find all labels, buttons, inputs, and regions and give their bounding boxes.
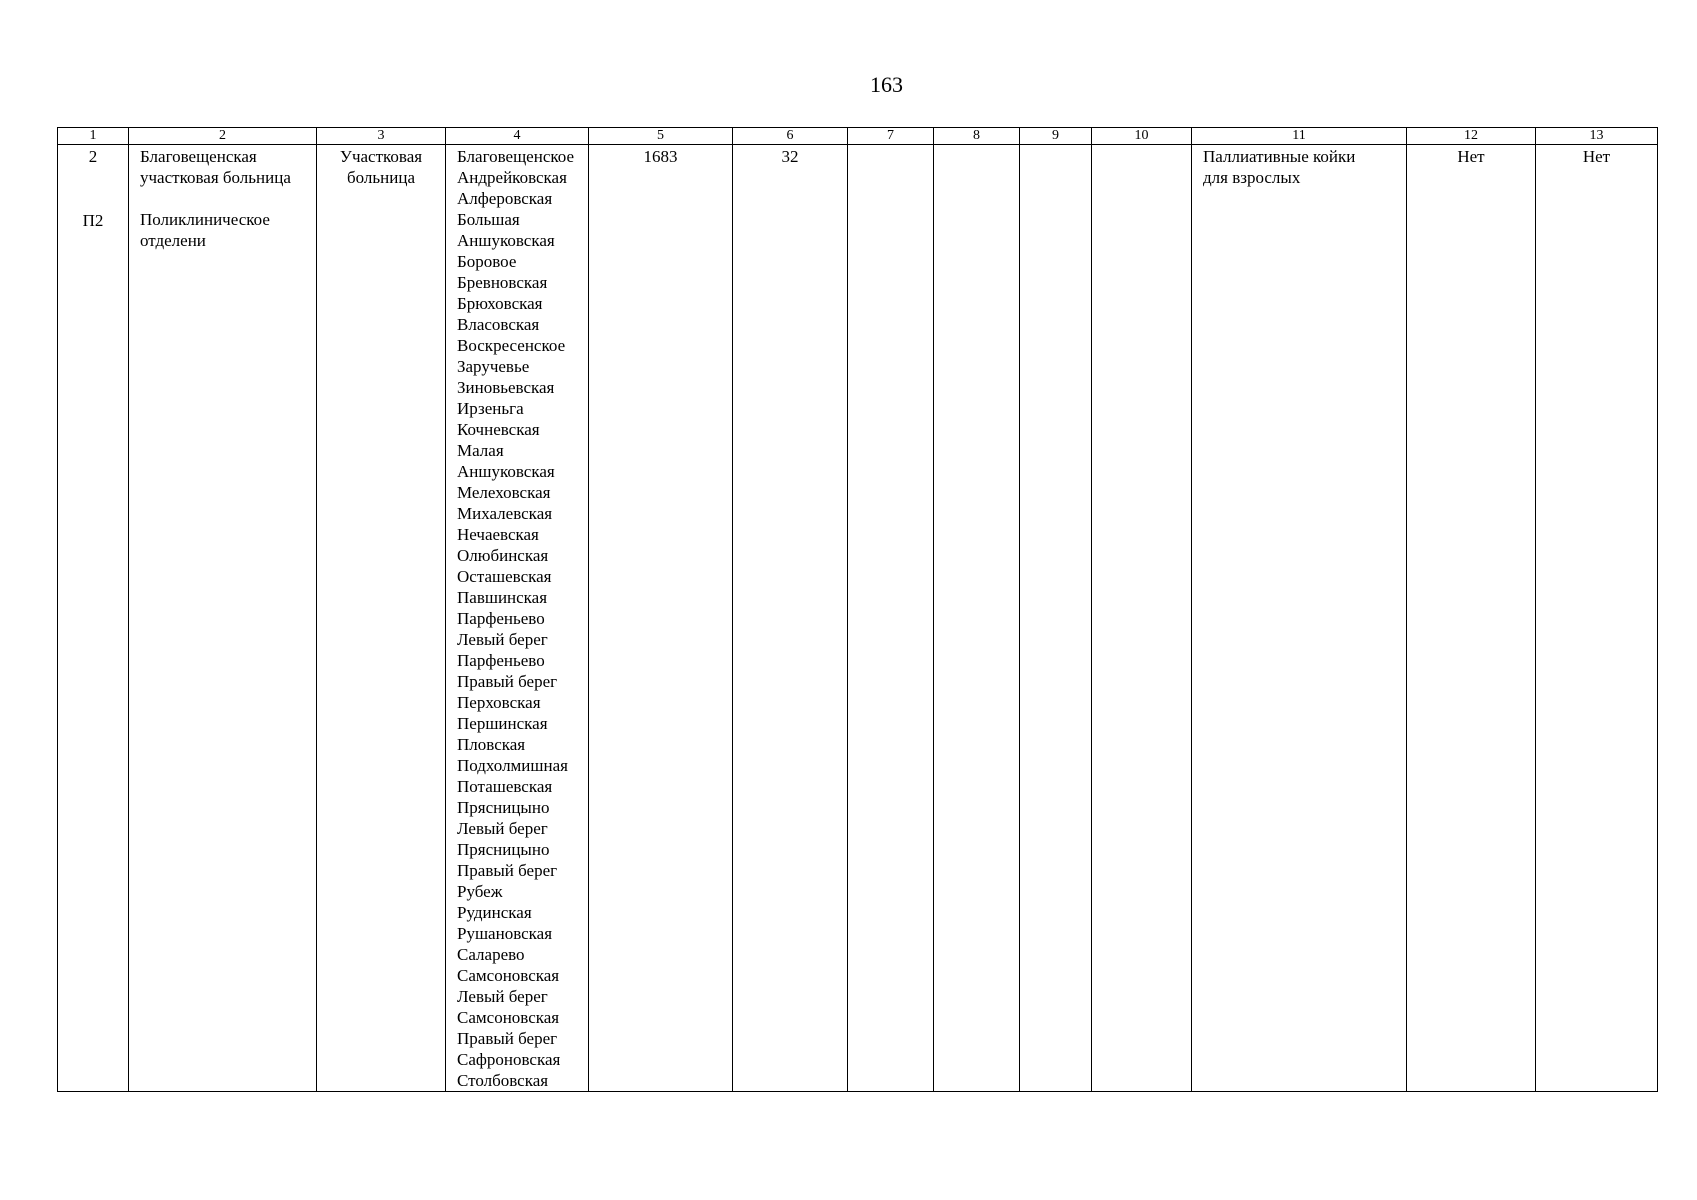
locality-item: Поташевская — [457, 777, 553, 796]
column-header: 11 — [1192, 128, 1407, 145]
value-col13: Нет — [1582, 147, 1611, 166]
table-row — [58, 145, 1658, 1092]
locality-item: Правый берег — [457, 861, 558, 880]
locality-item: Аншуковская — [457, 231, 555, 250]
locality-item: Боровое — [457, 252, 517, 271]
cell-col8 — [934, 145, 1020, 1092]
locality-item: Саларево — [457, 945, 525, 964]
column-header: 1 — [58, 128, 129, 145]
locality-item: Бревновская — [457, 273, 548, 292]
locality-item: Павшинская — [457, 588, 548, 607]
locality-item: Воскресенское — [457, 336, 566, 355]
locality-item: Аншуковская — [457, 462, 555, 481]
beds-line2: для взрослых — [1203, 168, 1301, 187]
column-header: 7 — [848, 128, 934, 145]
locality-item: Самсоновская — [457, 1008, 560, 1027]
cell-type — [317, 145, 446, 1092]
locality-item: Сафроновская — [457, 1050, 561, 1069]
locality-item: Власовская — [457, 315, 540, 334]
locality-item: Пловская — [457, 735, 526, 754]
department-name-line2: отделени — [140, 231, 206, 250]
locality-item: Нечаевская — [457, 525, 539, 544]
locality-item: Алферовская — [457, 189, 553, 208]
column-header: 13 — [1536, 128, 1658, 145]
column-header: 9 — [1020, 128, 1092, 145]
column-header: 5 — [589, 128, 733, 145]
beds-line1: Паллиативные койки — [1203, 147, 1356, 166]
cell-localities — [446, 145, 589, 1092]
value-col5: 1683 — [643, 147, 678, 166]
page-number: 163 — [870, 72, 903, 97]
locality-item: Заручевье — [457, 357, 530, 376]
value-col6: 32 — [781, 147, 799, 166]
sub-row-number: П2 — [82, 211, 104, 230]
locality-item: Осташевская — [457, 567, 552, 586]
locality-item: Благовещенское — [457, 147, 575, 166]
cell-col10 — [1092, 145, 1192, 1092]
locality-item: Першинская — [457, 714, 548, 733]
locality-item: Столбовская — [457, 1071, 549, 1090]
locality-item: Правый берег — [457, 1029, 558, 1048]
column-header: 10 — [1092, 128, 1192, 145]
locality-item: Ирзеньга — [457, 399, 524, 418]
locality-item: Правый берег — [457, 672, 558, 691]
cell-col7 — [848, 145, 934, 1092]
locality-item: Перховская — [457, 693, 541, 712]
data-table — [57, 127, 1658, 1092]
cell-institution — [129, 145, 317, 1092]
locality-item: Парфеньево — [457, 651, 545, 670]
locality-item: Подхолмишная — [457, 756, 568, 775]
cell-col5 — [589, 145, 733, 1092]
row-number: 2 — [88, 147, 98, 166]
locality-item: Самсоновская — [457, 966, 560, 985]
locality-item: Рушановская — [457, 924, 553, 943]
department-name-line1: Поликлиническое — [140, 210, 270, 229]
cell-col11 — [1192, 145, 1407, 1092]
cell-col12 — [1407, 145, 1536, 1092]
locality-item: Малая — [457, 441, 504, 460]
locality-item: Кочневская — [457, 420, 540, 439]
cell-col13 — [1536, 145, 1658, 1092]
type-line2: больница — [347, 168, 415, 187]
column-header: 3 — [317, 128, 446, 145]
locality-item: Зиновьевская — [457, 378, 555, 397]
locality-item: Олюбинская — [457, 546, 549, 565]
locality-item: Брюховская — [457, 294, 543, 313]
column-header: 4 — [446, 128, 589, 145]
type-line1: Участковая — [339, 147, 423, 166]
column-header: 12 — [1407, 128, 1536, 145]
cell-col9 — [1020, 145, 1092, 1092]
column-header: 6 — [733, 128, 848, 145]
locality-item: Рудинская — [457, 903, 532, 922]
locality-item: Левый берег — [457, 819, 548, 838]
localities-list — [457, 145, 588, 1091]
institution-name-line2: участковая больница — [140, 168, 291, 187]
locality-item: Прясницыно — [457, 840, 550, 859]
column-header-row — [58, 128, 1658, 145]
locality-item: Парфеньево — [457, 609, 545, 628]
locality-item: Прясницыно — [457, 798, 550, 817]
locality-item: Рубеж — [457, 882, 503, 901]
column-header: 8 — [934, 128, 1020, 145]
institution-name-line1: Благовещенская — [140, 147, 257, 166]
cell-col6 — [733, 145, 848, 1092]
value-col12: Нет — [1457, 147, 1485, 166]
cell-number — [58, 145, 129, 1092]
column-header: 2 — [129, 128, 317, 145]
locality-item: Левый берег — [457, 630, 548, 649]
locality-item: Михалевская — [457, 504, 553, 523]
locality-item: Левый берег — [457, 987, 548, 1006]
locality-item: Большая — [457, 210, 520, 229]
locality-item: Андрейковская — [457, 168, 567, 187]
locality-item: Мелеховская — [457, 483, 551, 502]
